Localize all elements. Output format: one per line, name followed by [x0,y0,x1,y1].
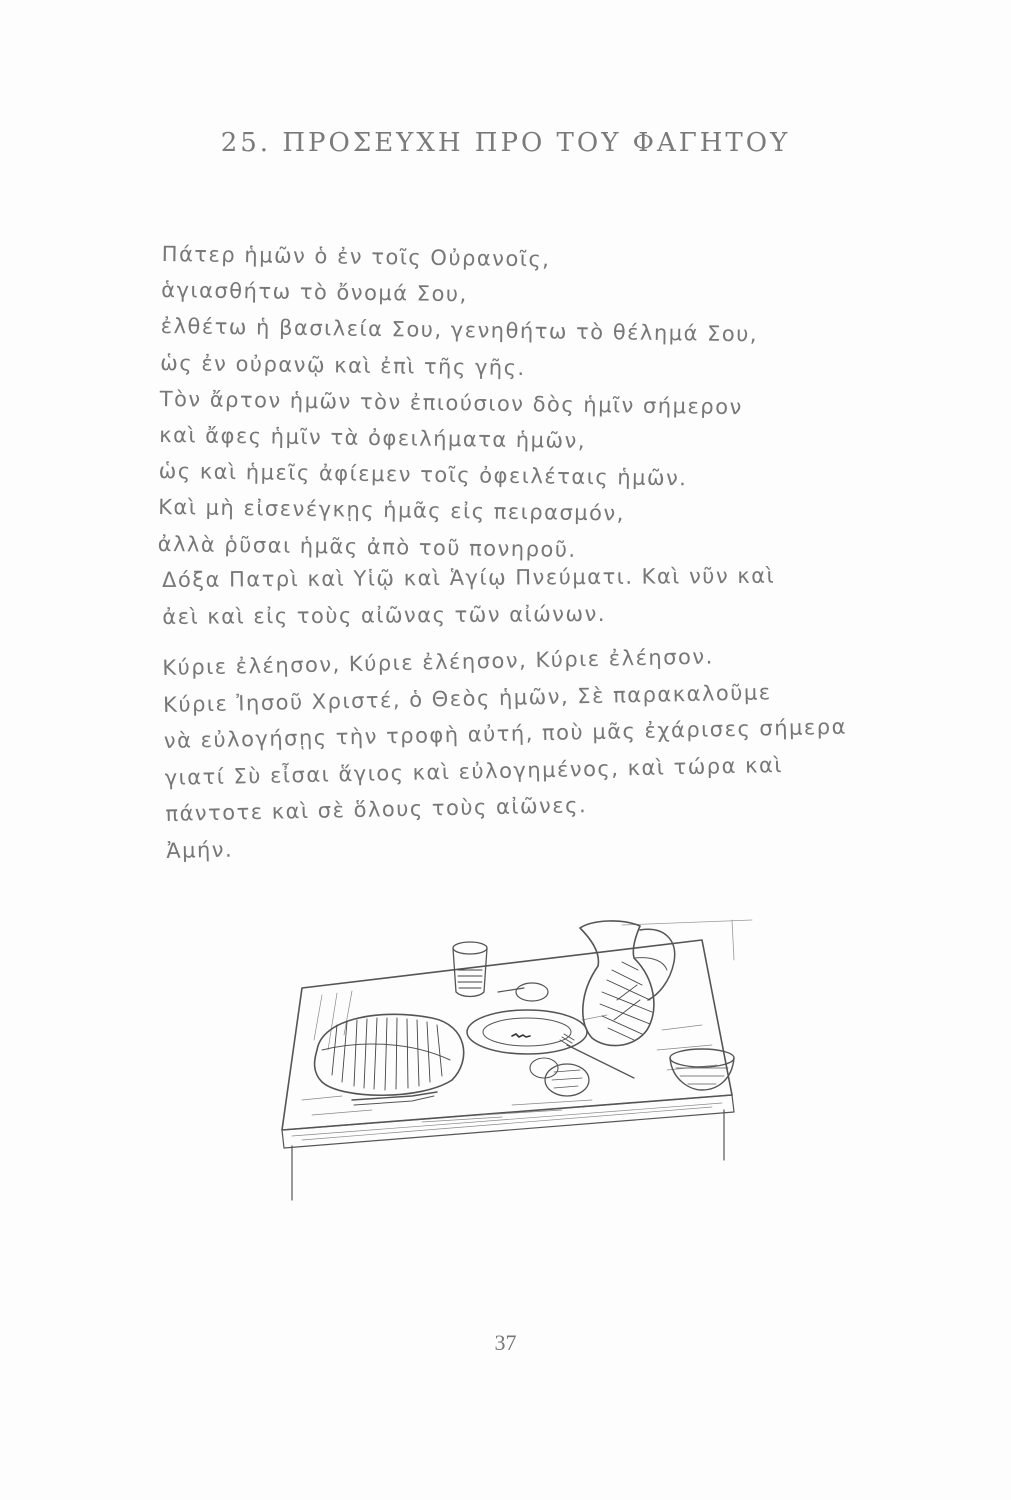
prayer-title: 25. ΠΡΟΣΕΥΧΗ ΠΡΟ ΤΟΥ ΦΑΓΗΤΟΥ [220,128,791,158]
prayer-line: Πάτερ ἡμῶν ὁ ἐν τοῖς Οὐρανοῖς, [161,241,551,272]
prayer-line: ὡς ἐν οὐρανῷ καὶ ἐπὶ τῆς γῆς. [160,350,526,380]
prayer-line: καὶ ἄφες ἡμῖν τὰ ὀφειλήματα ἡμῶν, [159,422,587,453]
still-life-illustration [262,900,762,1230]
prayer-line: Κύριε ἐλέησον, Κύριε ἐλέησον, Κύριε ἐλέησον. [162,644,715,680]
plate-sketch [467,1010,587,1054]
prayer-line: Δόξα Πατρὶ καὶ Υἱῷ καὶ Ἁγίῳ Πνεύματι. Καὶ νῦν καὶ [162,563,776,592]
lords-prayer-stanza [157,236,861,571]
page-number: 37 [494,1330,517,1355]
prayer-line: ἀεὶ καὶ εἰς τοὺς αἰῶνας τῶν αἰώνων. [162,601,607,629]
table-sketch [282,920,752,1200]
prayer-line: ἁγιασθήτω τὸ ὄνομά Σου, [161,278,468,307]
blessing-stanza [162,635,866,869]
prayer-line: ἀλλὰ ῥῦσαι ἡμᾶς ἀπὸ τοῦ πονηροῦ. [157,531,577,562]
prayer-line: ὡς καὶ ἡμεῖς ἀφίεμεν τοῖς ὀφειλέταις ἡμῶν. [158,459,688,491]
prayer-line: Τὸν ἄρτον ἡμῶν τὸν ἐπιούσιον δὸς ἡμῖν σήμερον [159,386,743,419]
prayer-line: ἐλθέτω ἡ βασιλεία Σου, γενηθήτω τὸ θέλημά Σου, [160,314,759,347]
jug-sketch [580,921,675,1046]
prayer-line: γιατί Σὺ εἶσαι ἅγιος καὶ εὐλογημένος, καὶ τώρα καὶ [164,752,784,790]
doxology-stanza [162,557,862,635]
prayer-line: πάντοτε καὶ σὲ ὅλους τοὺς αἰῶνες. [165,793,588,826]
prayer-line: Καὶ μὴ εἰσενέγκῃς ἡμᾶς εἰς πειρασμόν, [158,495,626,526]
bread-loaf-sketch [315,1014,464,1095]
fruit-sketch [498,983,589,1096]
prayer-line: Ἀμήν. [165,837,234,863]
prayer-line: νὰ εὐλογήσῃς τὴν τροφὴ αὐτή, ποὺ μᾶς ἐχάρισες σήμερα [163,714,848,753]
prayer-line: Κύριε Ἰησοῦ Χριστέ, ὁ Θεὸς ἡμῶν, Σὲ παρακαλοῦμε [162,679,772,717]
